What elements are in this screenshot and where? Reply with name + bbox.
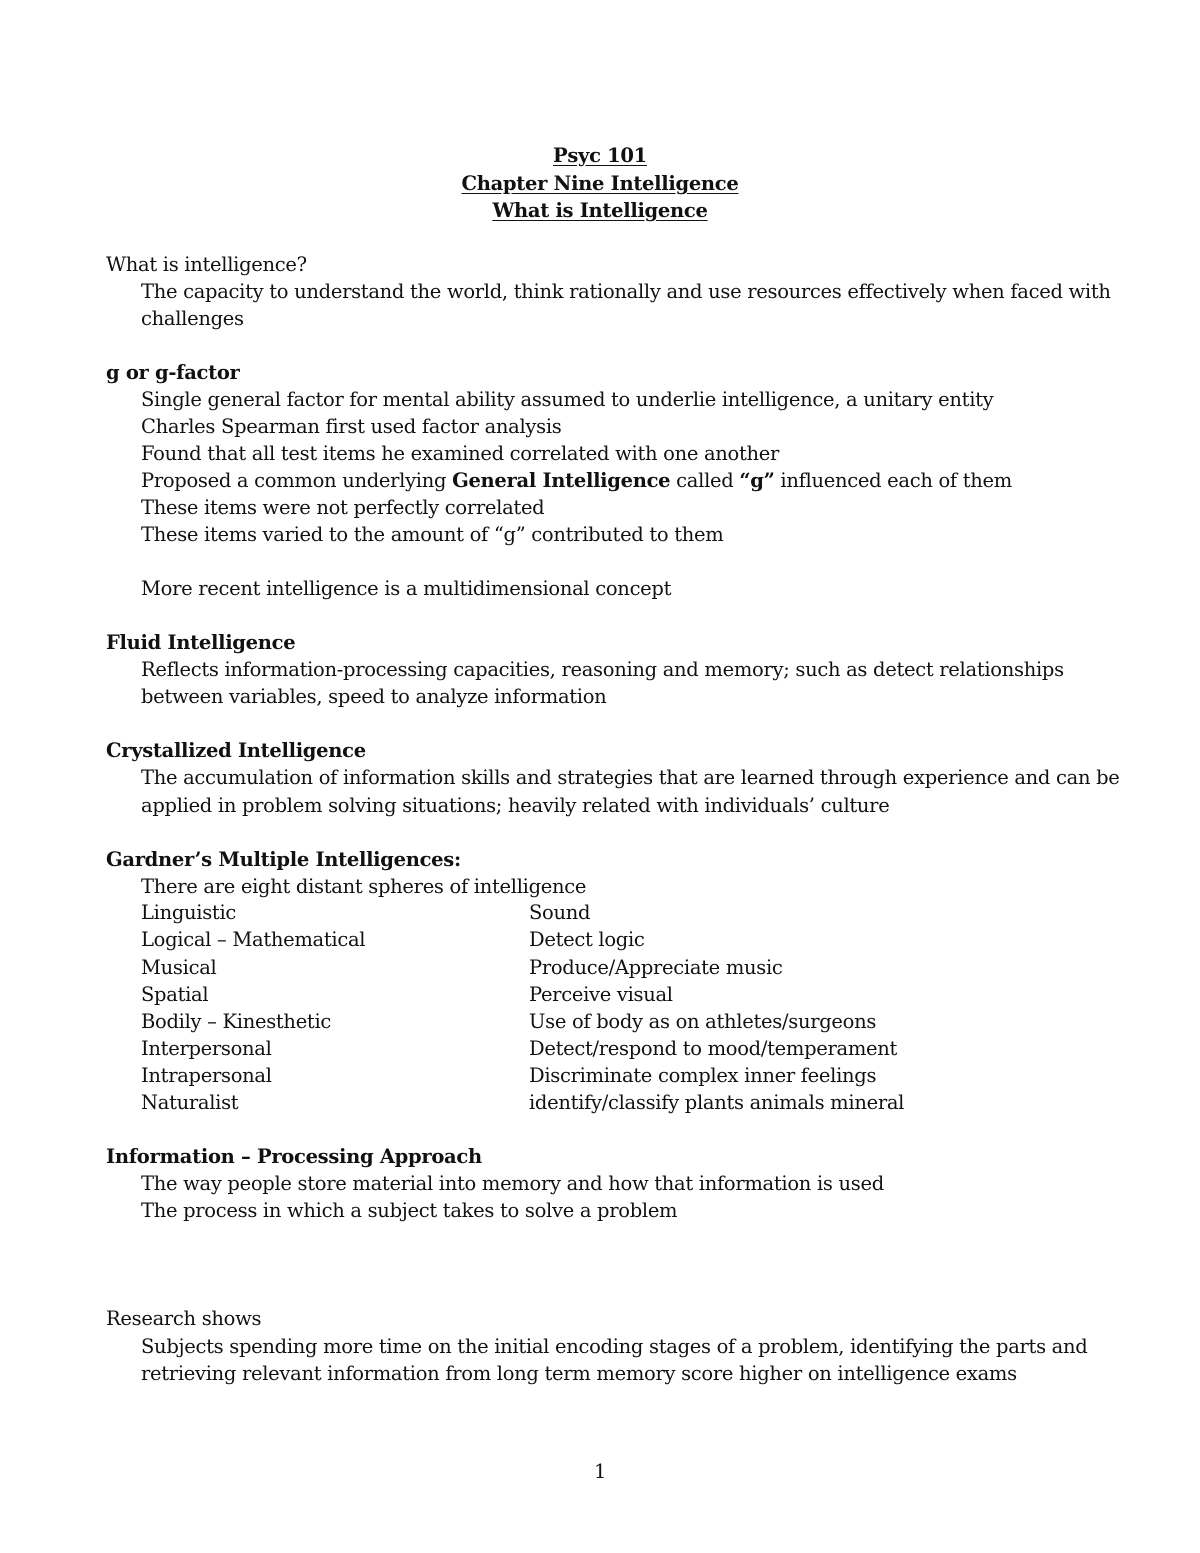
- intelligence-type: Bodily – Kinesthetic: [141, 1010, 332, 1033]
- gfactor-recent-line: More recent intelligence is a multidimensional concept: [141, 577, 672, 600]
- chapter-title: Chapter Nine Intelligence: [461, 172, 739, 195]
- gfactor-line: These items were not perfectly correlated: [141, 496, 545, 519]
- g-term: “g”: [739, 469, 775, 492]
- fluid-line1: Reflects information-processing capacities, reasoning and memory; such as detect relationships: [141, 658, 1064, 681]
- page-number: 1: [593, 1460, 607, 1483]
- intelligence-desc: Detect logic: [529, 928, 645, 951]
- intelligence-desc: Discriminate complex inner feelings: [529, 1064, 877, 1087]
- crystallized-heading: Crystallized Intelligence: [106, 739, 366, 762]
- gardner-heading: Gardner’s Multiple Intelligences:: [106, 848, 461, 871]
- gfactor-line: Found that all test items he examined correlated with one another: [141, 442, 780, 465]
- intelligence-type: Linguistic: [141, 901, 237, 924]
- intelligence-desc: Use of body as on athletes/surgeons: [529, 1010, 877, 1033]
- intelligence-desc: Perceive visual: [529, 983, 673, 1006]
- fluid-heading: Fluid Intelligence: [106, 631, 296, 654]
- gfactor-proposed-line: [141, 467, 1012, 494]
- gfactor-line: These items varied to the amount of “g” contributed to them: [141, 523, 724, 546]
- proposed-prefix: Proposed a common underlying: [141, 469, 453, 492]
- intelligence-type: Logical – Mathematical: [141, 928, 366, 951]
- topic-title: What is Intelligence: [492, 199, 708, 222]
- intelligence-desc: Sound: [529, 901, 591, 924]
- research-line2: retrieving relevant information from long term memory score higher on intelligence exams: [141, 1362, 1017, 1385]
- intelligence-type: Spatial: [141, 983, 209, 1006]
- general-intelligence-term: General Intelligence: [452, 469, 671, 492]
- gfactor-heading: g or g-factor: [106, 361, 240, 384]
- info-processing-line2: The process in which a subject takes to solve a problem: [141, 1199, 678, 1222]
- proposed-suffix: influenced each of them: [774, 469, 1012, 492]
- intelligence-desc: Detect/respond to mood/temperament: [529, 1037, 898, 1060]
- crystallized-line1: The accumulation of information skills and strategies that are learned through experience and can be: [141, 766, 1120, 789]
- crystallized-line2: applied in problem solving situations; heavily related with individuals’ culture: [141, 794, 890, 817]
- intro-question: What is intelligence?: [106, 253, 307, 276]
- intelligence-type: Intrapersonal: [141, 1064, 272, 1087]
- gardner-intro: There are eight distant spheres of intelligence: [141, 875, 587, 898]
- info-processing-line1: The way people store material into memory and how that information is used: [141, 1172, 884, 1195]
- research-line1: Subjects spending more time on the initial encoding stages of a problem, identifying the parts and: [141, 1335, 1088, 1358]
- proposed-mid: called: [670, 469, 740, 492]
- fluid-line2: between variables, speed to analyze information: [141, 685, 607, 708]
- intelligence-desc: identify/classify plants animals mineral: [529, 1091, 905, 1114]
- intelligence-desc: Produce/Appreciate music: [529, 956, 783, 979]
- gfactor-line: Single general factor for mental ability assumed to underlie intelligence, a unitary entity: [141, 388, 994, 411]
- gfactor-line: Charles Spearman first used factor analysis: [141, 415, 562, 438]
- course-title: Psyc 101: [553, 144, 647, 167]
- info-processing-heading: Information – Processing Approach: [106, 1145, 482, 1168]
- intelligence-type: Naturalist: [141, 1091, 239, 1114]
- intro-answer-line1: The capacity to understand the world, think rationally and use resources effectively when faced with: [141, 280, 1111, 303]
- intelligence-type: Interpersonal: [141, 1037, 272, 1060]
- research-heading: Research shows: [106, 1307, 262, 1330]
- intro-answer-line2: challenges: [141, 307, 244, 330]
- intelligence-type: Musical: [141, 956, 217, 979]
